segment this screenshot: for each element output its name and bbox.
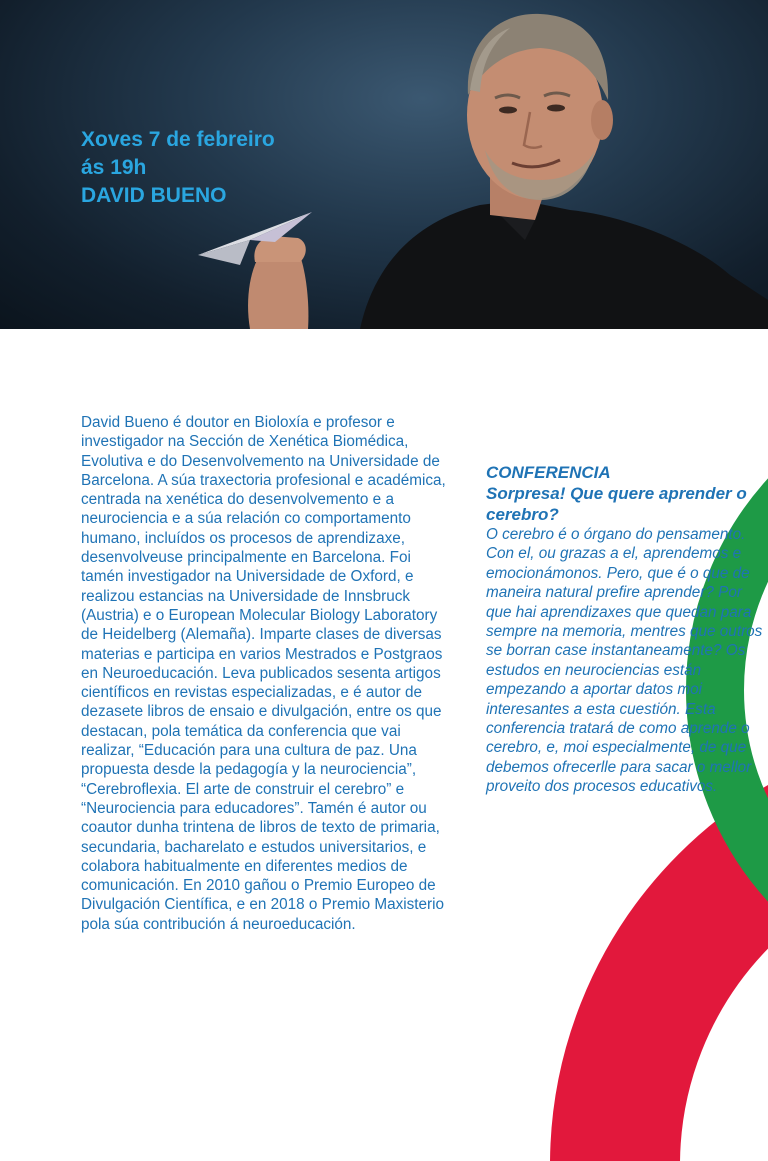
speaker-biography: David Bueno é doutor en Bioloxía e profesor e investigador na Sección de Xenética Biomédica, Evolutiva e do Desenvolvemento na Universidade de Barcelona. A súa traxectoria profesional e académica, centrada na xenética do desenvolvemento e a neurociencia e a súa relación co comportamento humano, incluídos os procesos de aprendizaxe, desenvolveuse principalmente en Barcelona. Foi tamén investigador na Universidade de Oxford, e realizou estancias na Universidade de Innsbruck (Austria) e o European Molecular Biology Laboratory de Heidelberg (Alemaña). Imparte clases de diversas materias e participa en varios Mestrados e Postgraos en Neuroeducación. Leva publicados sesenta artigos científicos en revistas especializadas, e é autor de dezasete libros de ensaio e divulgación, entre os que destacan, pola temática da conferencia que vai realizar, “Educación para una cultura de paz. Una propuesta desde la pedagogía y la neurociencia”, “Cerebroflexia. El arte de construir el cerebro” e “Neurociencia para educadores”. Tamén é autor ou coautor dunha trintena de libros de texto de primaria, secundaria, bacharelato e estudos universitarios, e colabora habitualmente en diferentes medios de comunicación. En 2010 gañou o Premio Europeo de Divulgación Científica, e en 2018 o Premio Maxisterio pola súa contribución á neuroeducación. — [81, 414, 446, 933]
speaker-photo — [190, 0, 768, 329]
conference-label: CONFERENCIA — [486, 463, 611, 482]
event-time: ás 19h — [81, 156, 147, 179]
hero-banner — [0, 0, 768, 329]
red-arc — [615, 790, 768, 1161]
conference-box — [486, 462, 766, 797]
event-date: Xoves 7 de febreiro — [81, 128, 275, 151]
event-title — [81, 126, 275, 210]
speaker-name: DAVID BUENO — [81, 184, 227, 207]
conference-description: O cerebro é o órgano do pensamento. Con el, ou grazas a el, aprendemos e emocionámonos. Pero, que é o que de maneira natural prefire aprender? Por que hai aprendizaxes que quedan para sempre na memoria, mentres que outros se borran case instantaneamente? Os estudos en neurociencias están empezando a aportar datos moi interesantes a esta cuestión. Esta conferencia tratará de como aprende o cerebro, e, moi especialmente, de que debemos ofrecerlle para sacar o mellor proveito dos procesos educativos. — [486, 526, 763, 796]
conference-title: Sorpresa! Que quere aprender o cerebro? — [486, 484, 747, 524]
